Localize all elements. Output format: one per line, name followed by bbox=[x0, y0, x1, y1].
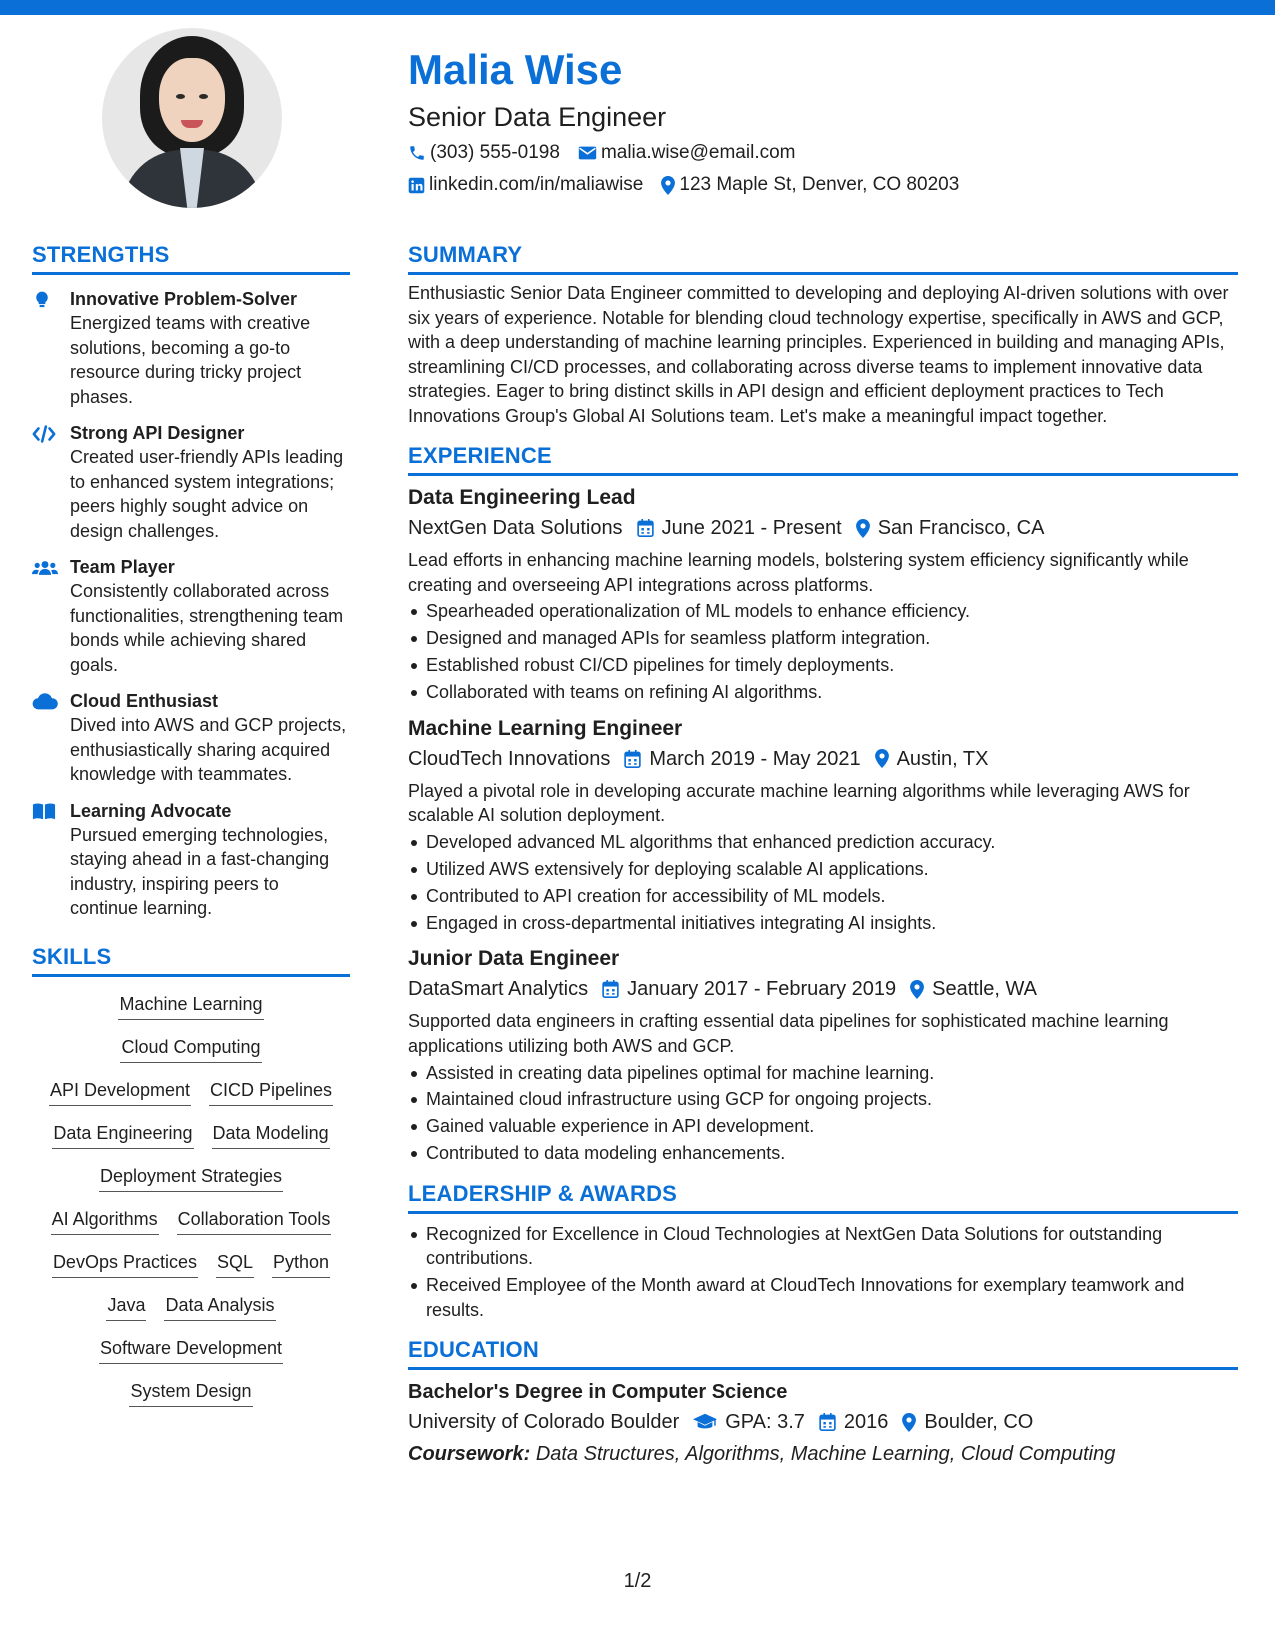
strength-title: Innovative Problem-Solver bbox=[70, 289, 298, 309]
contact-address bbox=[661, 172, 959, 198]
strength-title: Team Player bbox=[70, 557, 175, 577]
bullet-item: Utilized AWS extensively for deploying scalable AI applications. bbox=[408, 857, 1238, 882]
job-title: Junior Data Engineer bbox=[408, 947, 620, 971]
edu-school: University of Colorado Boulder bbox=[408, 1411, 680, 1434]
bullet-item: Assisted in creating data pipelines optimal for machine learning. bbox=[408, 1061, 1238, 1086]
page-number: 1/2 bbox=[623, 1570, 652, 1592]
job-meta bbox=[408, 975, 1238, 1003]
lightbulb-icon bbox=[32, 290, 52, 310]
job-dates: June 2021 - Present bbox=[661, 517, 842, 539]
bullet-item: Contributed to data modeling enhancements. bbox=[408, 1141, 1238, 1166]
job-location: San Francisco, CA bbox=[877, 517, 1045, 539]
address-text: 123 Maple St, Denver, CO 80203 bbox=[679, 174, 960, 195]
strength-item bbox=[32, 799, 350, 921]
coursework-label: Coursework: bbox=[408, 1443, 531, 1466]
contact-phone bbox=[408, 140, 560, 166]
leadership-heading: LEADERSHIP & AWARDS bbox=[408, 1180, 678, 1206]
linkedin-icon bbox=[408, 177, 425, 194]
job-desc: Supported data engineers in crafting essential data pipelines for sophisticated machine learning applications utilizing both AWS and GCP. bbox=[408, 1011, 1169, 1056]
skill-tag: DevOps Practices bbox=[52, 1249, 198, 1278]
strength-item bbox=[32, 555, 350, 677]
map-pin-icon bbox=[902, 1413, 916, 1432]
edu-degree: Bachelor's Degree in Computer Science bbox=[408, 1381, 788, 1404]
bullet-item: Developed advanced ML algorithms that enhanced prediction accuracy. bbox=[408, 830, 1238, 855]
top-accent-bar bbox=[0, 0, 1275, 15]
strengths-heading: STRENGTHS bbox=[32, 242, 170, 267]
strength-desc: Energized teams with creative solutions, becoming a go-to resource during tricky project phases. bbox=[70, 313, 311, 407]
skills-list bbox=[32, 987, 350, 1407]
contact-row-2 bbox=[408, 172, 1238, 198]
bullet-item: Contributed to API creation for accessibility of ML models. bbox=[408, 884, 1238, 909]
job-bullets bbox=[408, 830, 1238, 935]
job-entry bbox=[408, 945, 1238, 1166]
bullet-item: Recognized for Excellence in Cloud Technologies at NextGen Data Solutions for outstanding contributions. bbox=[408, 1222, 1238, 1271]
edu-location: Boulder, CO bbox=[924, 1411, 1034, 1434]
bullet-item: Designed and managed APIs for seamless platform integration. bbox=[408, 626, 1238, 651]
profile-photo bbox=[102, 28, 282, 208]
skill-tag: Machine Learning bbox=[118, 991, 263, 1020]
job-dates: January 2017 - February 2019 bbox=[627, 978, 897, 1001]
summary-heading: SUMMARY bbox=[408, 242, 523, 267]
job-location: Seattle, WA bbox=[932, 978, 1037, 1001]
code-icon bbox=[32, 424, 56, 444]
book-icon bbox=[32, 802, 56, 820]
job-meta bbox=[408, 514, 1238, 542]
skill-tag: Java bbox=[106, 1292, 146, 1321]
skills-heading: SKILLS bbox=[32, 943, 112, 969]
job-location: Austin, TX bbox=[896, 747, 989, 770]
job-title: Data Engineering Lead bbox=[408, 486, 636, 509]
email-text[interactable]: malia.wise@email.com bbox=[600, 142, 796, 163]
bullet-item: Gained valuable experience in API development. bbox=[408, 1114, 1238, 1139]
skill-tag: SQL bbox=[216, 1249, 254, 1278]
coursework-text: Data Structures, Algorithms, Machine Learning, Cloud Computing bbox=[535, 1443, 1116, 1466]
calendar-icon bbox=[624, 750, 641, 768]
skill-tag: Deployment Strategies bbox=[99, 1163, 283, 1192]
bullet-item: Received Employee of the Month award at CloudTech Innovations for exemplary teamwork and results. bbox=[408, 1273, 1238, 1322]
phone-icon bbox=[408, 144, 426, 162]
resume-header bbox=[408, 42, 1238, 198]
map-pin-icon bbox=[910, 980, 924, 999]
map-pin-icon bbox=[856, 519, 870, 538]
skills-rule bbox=[32, 974, 350, 977]
edu-gpa: GPA: 3.7 bbox=[725, 1411, 805, 1434]
skill-tag: Data Analysis bbox=[164, 1292, 275, 1321]
strength-title: Learning Advocate bbox=[70, 800, 232, 821]
linkedin-text[interactable]: linkedin.com/in/maliawise bbox=[429, 174, 644, 195]
strength-title: Cloud Enthusiast bbox=[70, 691, 218, 711]
calendar-icon bbox=[637, 519, 654, 537]
experience-heading: EXPERIENCE bbox=[408, 443, 552, 468]
strength-item bbox=[32, 689, 350, 787]
summary-rule bbox=[408, 272, 1238, 275]
leadership-bullets bbox=[408, 1222, 1238, 1322]
summary-text: Enthusiastic Senior Data Engineer committed to developing and deploying AI-driven solutions with over six years of experience. Notable for blending cloud technology expertise, specifically in AWS and GCP, with a deep understanding of machine learning principles. Experienced in building and managing APIs, streamlining CI/CD processes, and collaborating across diverse teams to implement innovative data strategies. Eager to bring distinct skills in API design and efficient deployment practices to Tech Innovations Group's Global AI Solutions team. Let's make a meaningful impact together. bbox=[408, 283, 1229, 426]
experience-section bbox=[408, 442, 1238, 1166]
contact-row-1 bbox=[408, 140, 1238, 166]
job-company: CloudTech Innovations bbox=[408, 747, 611, 770]
bullet-item: Collaborated with teams on refining AI algorithms. bbox=[408, 680, 1238, 705]
bullet-item: Established robust CI/CD pipelines for timely deployments. bbox=[408, 653, 1238, 678]
skill-tag: CICD Pipelines bbox=[209, 1077, 333, 1106]
job-entry bbox=[408, 484, 1238, 705]
candidate-name: Malia Wise bbox=[408, 46, 623, 93]
cloud-icon bbox=[32, 692, 58, 710]
contact-email[interactable] bbox=[578, 140, 796, 166]
bullet-item: Spearheaded operationalization of ML models to enhance efficiency. bbox=[408, 599, 1238, 624]
job-entry bbox=[408, 715, 1238, 936]
skill-tag: AI Algorithms bbox=[51, 1206, 159, 1235]
job-bullets bbox=[408, 1061, 1238, 1166]
job-bullets bbox=[408, 599, 1238, 704]
strength-desc: Created user-friendly APIs leading to enhanced system integrations; peers highly sought advice on design challenges. bbox=[70, 447, 344, 541]
map-pin-icon bbox=[661, 176, 675, 195]
contact-linkedin[interactable] bbox=[408, 172, 643, 198]
strength-item bbox=[32, 287, 350, 409]
skill-tag: Data Engineering bbox=[52, 1120, 193, 1149]
candidate-title: Senior Data Engineer bbox=[408, 102, 667, 132]
right-column bbox=[408, 241, 1238, 1468]
strength-desc: Consistently collaborated across functionalities, strengthening team bonds while achieving shared goals. bbox=[70, 581, 344, 675]
email-icon bbox=[578, 145, 597, 161]
job-company: DataSmart Analytics bbox=[408, 978, 589, 1001]
left-column bbox=[32, 241, 350, 1407]
bullet-item: Maintained cloud infrastructure using GCP for ongoing projects. bbox=[408, 1087, 1238, 1112]
job-company: NextGen Data Solutions bbox=[408, 517, 623, 539]
skill-tag: Data Modeling bbox=[212, 1120, 330, 1149]
strength-desc: Pursued emerging technologies, staying ahead in a fast-changing industry, inspiring peers to continue learning. bbox=[70, 824, 330, 918]
strengths-rule bbox=[32, 272, 350, 275]
skill-tag: Cloud Computing bbox=[120, 1034, 261, 1063]
phone-text: (303) 555-0198 bbox=[430, 142, 560, 163]
job-desc: Played a pivotal role in developing accurate machine learning algorithms while leveraging AWS for scalable AI solution deployment. bbox=[408, 780, 1190, 826]
map-pin-icon bbox=[875, 749, 889, 768]
skill-tag: API Development bbox=[49, 1077, 191, 1106]
calendar-icon bbox=[819, 1413, 836, 1431]
calendar-icon bbox=[602, 980, 619, 998]
education-rule bbox=[408, 1367, 1238, 1370]
skill-tag: Collaboration Tools bbox=[177, 1206, 332, 1235]
edu-year: 2016 bbox=[843, 1411, 889, 1434]
users-icon bbox=[32, 558, 58, 578]
leadership-rule bbox=[408, 1211, 1238, 1214]
education-section bbox=[408, 1336, 1238, 1468]
job-title: Machine Learning Engineer bbox=[408, 716, 683, 740]
job-desc: Lead efforts in enhancing machine learning models, bolstering system efficiency significantly while creating and overseeing API integrations across platforms. bbox=[408, 550, 1189, 595]
skill-tag: System Design bbox=[129, 1378, 252, 1407]
strength-title: Strong API Designer bbox=[70, 423, 245, 443]
strength-desc: Dived into AWS and GCP projects, enthusiastically sharing acquired knowledge with teammates. bbox=[70, 715, 347, 784]
job-dates: March 2019 - May 2021 bbox=[649, 747, 861, 770]
skill-tag: Software Development bbox=[99, 1335, 283, 1364]
education-heading: EDUCATION bbox=[408, 1337, 539, 1363]
graduation-cap-icon bbox=[693, 1413, 717, 1431]
edu-coursework bbox=[408, 1440, 1238, 1468]
strength-item bbox=[32, 421, 350, 543]
skill-tag: Python bbox=[272, 1249, 330, 1278]
leadership-section bbox=[408, 1180, 1238, 1322]
edu-meta bbox=[408, 1408, 1238, 1436]
job-meta bbox=[408, 745, 1238, 773]
bullet-item: Engaged in cross-departmental initiatives integrating AI insights. bbox=[408, 911, 1238, 936]
experience-rule bbox=[408, 473, 1238, 476]
